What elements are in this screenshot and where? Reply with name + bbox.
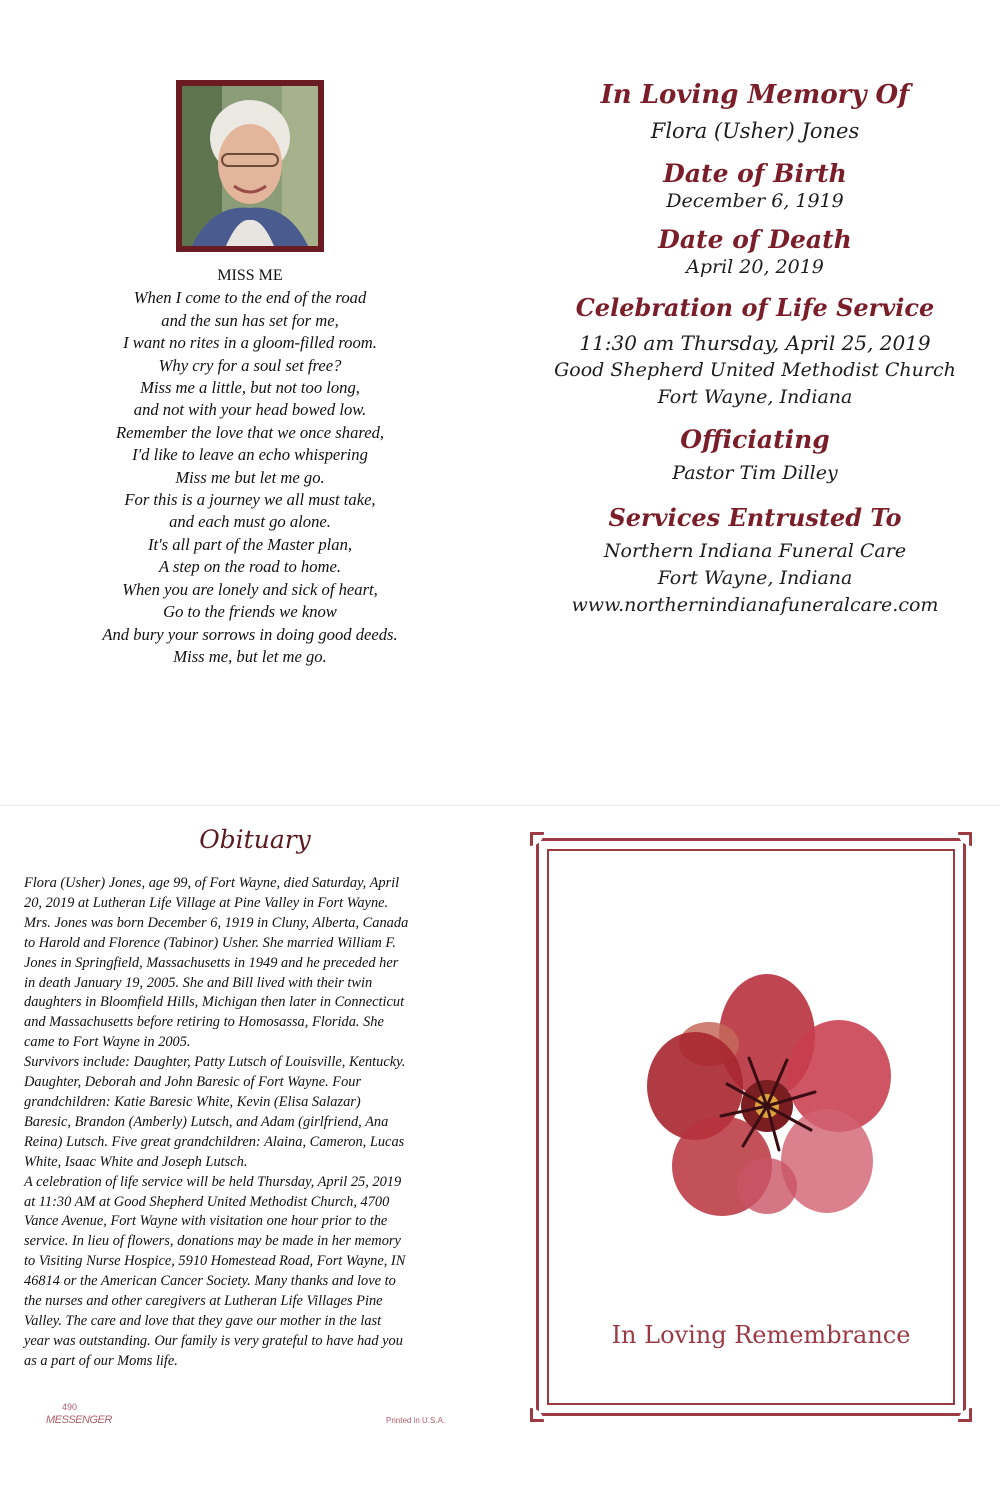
obituary-line: 46814 or the American Cancer Society. Many thanks and love to — [24, 1273, 396, 1290]
poem-line: Remember the love that we once shared, — [115, 422, 385, 442]
poem-line: A step on the road to home. — [158, 557, 342, 577]
poem-line: Why cry for a soul set free? — [158, 355, 342, 375]
obituary-line: grandchildren: Katie Baresic White, Kevin (Elisa Salazar) — [24, 1093, 361, 1110]
obituary-line: A celebration of life service will be held Thursday, April 25, 2019 — [24, 1173, 402, 1190]
poem-line: Miss me but let me go. — [175, 467, 325, 487]
birth-heading: Date of Birth — [663, 159, 847, 188]
obituary-line: daughters in Bloomfield Hills, Michigan then later in Connecticut — [24, 994, 405, 1011]
frame-corner — [958, 1408, 972, 1422]
obituary-line: service. In lieu of flowers, donations may be made in her memory — [24, 1233, 401, 1250]
obituary-line: Daughter, Deborah and John Baresic of Fort Wayne. Four — [24, 1074, 362, 1091]
memorial-heading: In Loving Memory Of — [600, 80, 910, 110]
service-place: Good Shepherd United Methodist Church — [554, 359, 956, 381]
cover-remembrance-text: In Loving Remembrance — [611, 1321, 911, 1349]
obituary-line: Reina) Lutsch. Five great grandchildren: Alaina, Cameron, Lucas — [24, 1133, 405, 1150]
cover-frame — [536, 838, 966, 1416]
obituary-line: came to Fort Wayne in 2005. — [24, 1034, 191, 1051]
obituary-line: at 11:30 AM at Good Shepherd United Methodist Church, 4700 — [24, 1193, 390, 1210]
poem-line: Miss me a little, but not too long, — [140, 378, 360, 398]
obituary-line: Jones in Springfield, Massachusetts in 1949 and he preceded her — [24, 954, 399, 971]
poem-line: Miss me, but let me go. — [173, 646, 327, 666]
flower-icon — [637, 966, 897, 1236]
frame-corner — [530, 1408, 544, 1422]
funeral-home-name: Northern Indiana Funeral Care — [603, 540, 907, 562]
poem-line: When you are lonely and sick of heart, — [122, 579, 378, 599]
death-date: April 20, 2019 — [686, 256, 824, 278]
obituary-line: and Massachusetts before retiring to Homosassa, Florida. She — [24, 1014, 384, 1031]
funeral-home-city: Fort Wayne, Indiana — [657, 567, 853, 589]
frame-corner — [958, 832, 972, 846]
poem-line: Go to the friends we know — [163, 602, 337, 622]
obituary-line: Vance Avenue, Fort Wayne with visitation one hour prior to the — [24, 1213, 388, 1230]
obituary-line: to Harold and Florence (Tabinor) Usher. She married William F. — [24, 934, 396, 951]
death-heading: Date of Death — [658, 225, 852, 254]
obituary-line: year was outstanding. Our family is very grateful to have had you — [24, 1332, 403, 1349]
obituary-line: in death January 19, 2005. She and Bill lived with their twin — [24, 974, 373, 991]
obituary-text — [24, 874, 484, 1372]
poem-title: MISS ME — [217, 267, 283, 284]
frame-corner — [530, 832, 544, 846]
obituary-title: Obituary — [199, 825, 311, 854]
obituary-panel — [20, 820, 490, 1460]
service-city: Fort Wayne, Indiana — [657, 386, 853, 408]
obituary-line: the nurses and other caregivers at Lutheran Life Villages Pine — [24, 1293, 383, 1310]
birth-date: December 6, 1919 — [666, 190, 844, 212]
obituary-line: Survivors include: Daughter, Patty Lutsch of Louisville, Kentucky. — [24, 1054, 406, 1071]
printer-logo-text: MESSENGER — [46, 1414, 112, 1426]
obituary-line: White, Isaac White and Joseph Lutsch. — [24, 1153, 248, 1170]
officiating-heading: Officiating — [680, 425, 830, 454]
officiant-name: Pastor Tim Dilley — [672, 462, 838, 484]
service-heading: Celebration of Life Service — [575, 293, 935, 322]
obituary-line: Baresic, Brandon (Amberly) Lutsch, and Adam (girlfriend, Ana — [24, 1113, 389, 1130]
poem-line: When I come to the end of the road — [133, 288, 367, 308]
poem-panel — [40, 60, 460, 700]
portrait-photo — [182, 86, 318, 246]
poem-line: For this is a journey we all must take, — [124, 490, 376, 510]
deceased-name: Flora (Usher) Jones — [650, 119, 860, 143]
cover-inner-frame — [547, 849, 955, 1405]
portrait-illustration — [182, 86, 318, 246]
obituary-line: as a part of our Moms life. — [24, 1352, 178, 1369]
poem-line: and each must go alone. — [169, 512, 331, 532]
printer-number: 490 — [62, 1402, 78, 1412]
obituary-line: Valley. The care and love that they gave our mother in the last — [24, 1312, 382, 1329]
poem-miss-me — [40, 265, 460, 668]
service-time: 11:30 am Thursday, April 25, 2019 — [579, 331, 931, 355]
poem-line: and the sun has set for me, — [161, 310, 339, 330]
poem-line: And bury your sorrows in doing good deeds. — [102, 624, 398, 644]
obituary-line: Mrs. Jones was born December 6, 1919 in Cluny, Alberta, Canada — [24, 914, 409, 931]
poem-line: I'd like to leave an echo whispering — [132, 445, 368, 465]
portrait-photo-frame — [176, 80, 324, 252]
obituary-line: Flora (Usher) Jones, age 99, of Fort Wayne, died Saturday, April — [24, 875, 400, 891]
obituary-line: 20, 2019 at Lutheran Life Village at Pine Valley in Fort Wayne. — [24, 894, 389, 911]
poem-line: I want no rites in a gloom-filled room. — [123, 333, 377, 353]
printed-in-label: Printed in U.S.A. — [386, 1416, 446, 1425]
poem-line: It's all part of the Master plan, — [147, 534, 353, 554]
memorial-details-panel — [540, 80, 970, 700]
funeral-home-website[interactable]: www.northernindianafuneralcare.com — [571, 594, 939, 616]
obituary-line: to Visiting Nurse Hospice, 5910 Homestead Road, Fort Wayne, IN — [24, 1253, 406, 1270]
entrusted-heading: Services Entrusted To — [608, 503, 902, 532]
fold-divider — [0, 805, 1000, 806]
poem-line: and not with your head bowed low. — [133, 400, 367, 420]
